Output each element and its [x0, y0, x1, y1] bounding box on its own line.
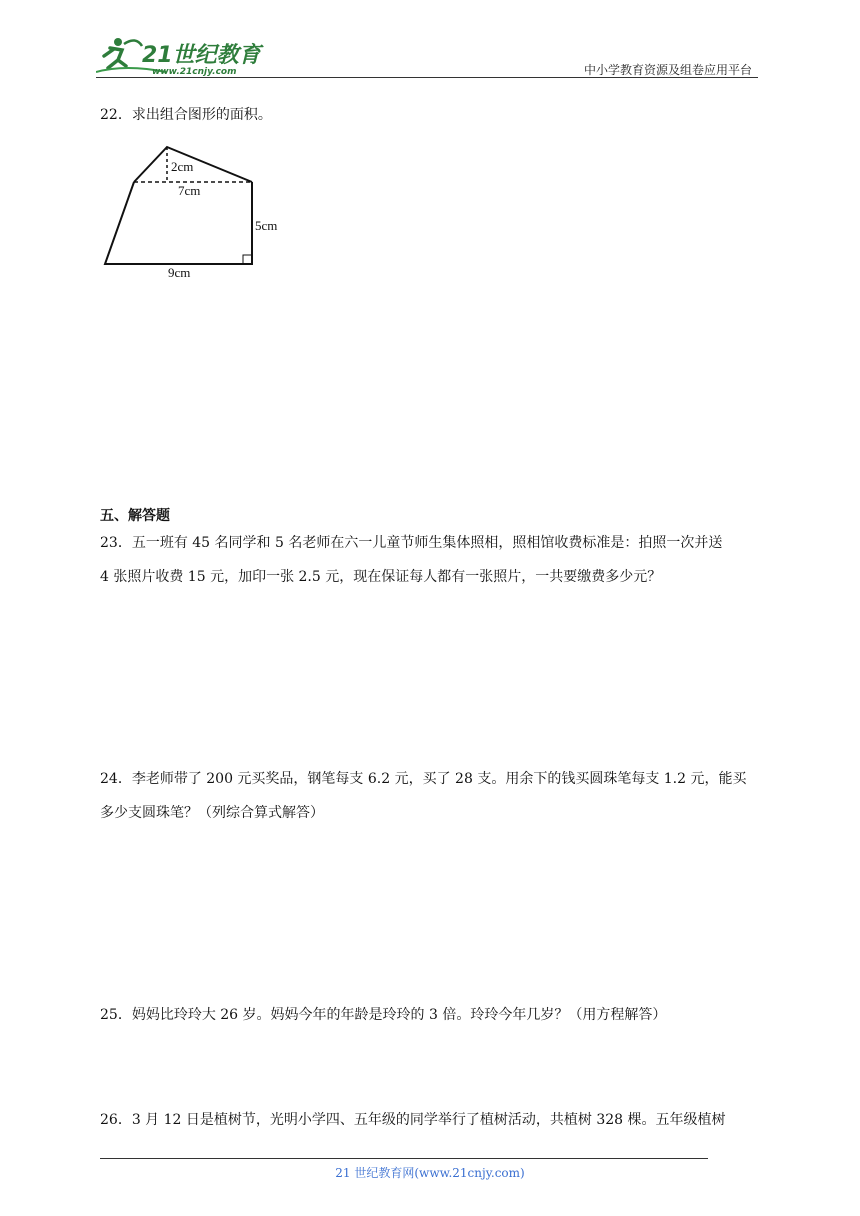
question-line: 24．李老师带了 200 元买奖品，钢笔每支 6.2 元，买了 28 支。用余下的钱买圆珠笔每支 1.2 元，能买 — [100, 771, 747, 787]
section-title: 五、解答题 — [100, 508, 170, 524]
label-triangle-height: 2cm — [171, 159, 194, 174]
question-23 — [100, 526, 722, 594]
right-angle-mark — [243, 255, 252, 264]
logo-url: www.21cnjy.com — [152, 67, 237, 77]
header-platform-text: 中小学教育资源及组卷应用平台 — [583, 63, 752, 77]
label-bottom-base: 9cm — [168, 265, 191, 280]
logo-graphic — [96, 34, 266, 78]
header-divider — [96, 77, 758, 78]
label-right-side: 5cm — [255, 218, 278, 233]
question-line: 22．求出组合图形的面积。 — [100, 107, 272, 123]
question-25 — [100, 998, 666, 1032]
footer-divider — [100, 1158, 708, 1159]
question-line: 25．妈妈比玲玲大 26 岁。妈妈今年的年龄是玲玲的 3 倍。玲玲今年几岁？（用方程解答） — [100, 1007, 667, 1023]
site-logo — [96, 34, 266, 78]
question-24 — [100, 762, 746, 830]
question-line: 多少支圆珠笔？（列综合算式解答） — [100, 805, 324, 821]
footer-link[interactable]: 21 世纪教育网(www.21cnjy.com) — [335, 1166, 525, 1180]
question-line: 4 张照片收费 15 元，加印一张 2.5 元，现在保证每人都有一张照片，一共要缴费多少元？ — [100, 569, 662, 585]
logo-text: 21世纪教育 — [142, 43, 261, 68]
trapezoid-triangle-diagram — [96, 140, 296, 285]
page-header — [96, 34, 758, 78]
question-line: 26．3 月 12 日是植树节，光明小学四、五年级的同学举行了植树活动，共植树 328 棵。五年级植树 — [100, 1112, 726, 1128]
label-top-base: 7cm — [178, 183, 201, 198]
question-22 — [100, 98, 272, 132]
composite-figure — [96, 140, 296, 285]
question-line: 23．五一班有 45 名同学和 5 名老师在六一儿童节师生集体照相，照相馆收费标准是：拍照一次并送 — [100, 535, 723, 551]
question-26 — [100, 1103, 726, 1137]
